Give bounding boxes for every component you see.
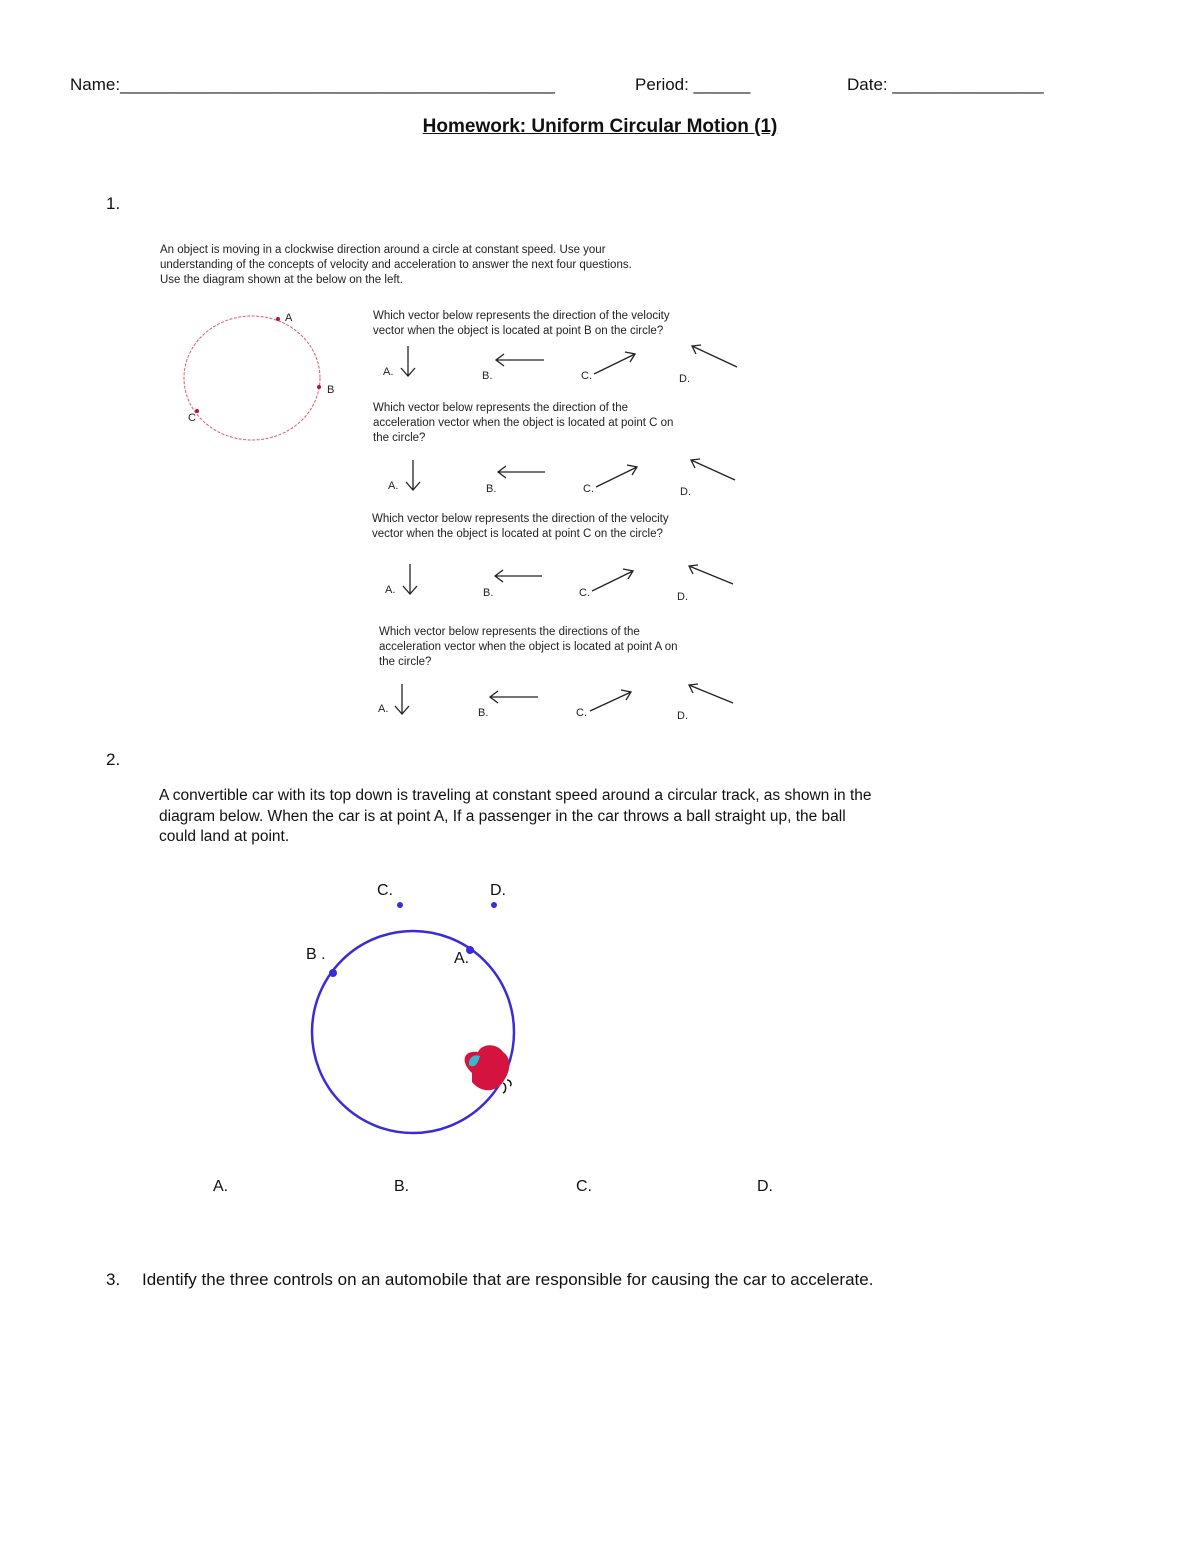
q1-part2-choice-a: A. xyxy=(388,480,399,492)
q1-part2-choice-d: D. xyxy=(680,486,691,498)
arrow-up-right-icon xyxy=(596,465,637,487)
q2-track-diagram xyxy=(300,880,540,1150)
q1-circle xyxy=(184,316,320,440)
q1-point-a-label: A xyxy=(285,312,293,324)
q2-answer-c[interactable]: C. xyxy=(576,1178,592,1195)
arrow-down-icon xyxy=(401,346,415,376)
name-field-label: Name:______________________________________________ xyxy=(70,75,555,94)
question-2-number: 2. xyxy=(106,750,121,769)
arrow-up-right-icon xyxy=(594,352,635,374)
q1-intro-line-2: understanding of the concepts of velocity and acceleration to answer the next four questions. xyxy=(160,259,632,271)
q1-circle-diagram xyxy=(180,310,340,450)
q1-part3-line-1: Which vector below represents the direction of the velocity xyxy=(372,513,669,525)
arrow-down-icon xyxy=(395,684,409,714)
q1-part2-question xyxy=(373,401,673,446)
q2-answer-a[interactable]: A. xyxy=(213,1178,229,1195)
q1-part1-vectors xyxy=(380,340,780,390)
q1-part2-line-2: acceleration vector when the object is located at point C on xyxy=(373,417,674,429)
date-field-label: Date: ________________ xyxy=(847,75,1044,94)
q1-part1-choice-d: D. xyxy=(679,373,690,385)
q1-intro-line-1: An object is moving in a clockwise direction around a circle at constant speed. Use your xyxy=(160,244,606,256)
q1-part1-choice-c: C. xyxy=(581,370,592,382)
arrow-down-icon xyxy=(406,460,420,490)
q1-part3-choice-c: C. xyxy=(579,587,590,599)
question-2-text: A convertible car with its top down is traveling at constant speed around a circular track, as shown in the diagram below. When the car is at point A, If a passenger in the car throws a ball straight up, the ball could land at point. xyxy=(159,787,872,845)
q1-part4-choice-b: B. xyxy=(478,707,489,719)
q1-part4-line-2: acceleration vector when the object is located at point A on xyxy=(379,641,678,653)
question-3-number: 3. xyxy=(106,1270,121,1289)
q1-part3-choice-b: B. xyxy=(483,587,494,599)
arrow-up-left-icon xyxy=(689,684,733,703)
q1-part1-line-1: Which vector below represents the direction of the velocity xyxy=(373,310,670,322)
question-3-text: Identify the three controls on an automobile that are responsible for causing the car to accelerate. xyxy=(142,1270,874,1289)
q2-point-a-label: A. xyxy=(454,950,470,967)
arrow-left-icon xyxy=(490,691,538,703)
arrow-left-icon xyxy=(495,570,542,582)
q1-part3-vectors xyxy=(380,558,780,608)
q2-point-b-label: B . xyxy=(306,946,326,963)
q1-part3-choice-a: A. xyxy=(385,584,396,596)
q1-part3-line-2: vector when the object is located at point C on the circle? xyxy=(372,528,663,540)
arrow-down-icon xyxy=(403,564,417,594)
q1-part4-choice-d: D. xyxy=(677,710,688,722)
q2-point-d-dot xyxy=(491,902,497,908)
q1-part1-choice-b: B. xyxy=(482,370,493,382)
q1-part1-choice-a: A. xyxy=(383,366,394,378)
arrow-up-right-icon xyxy=(592,569,633,591)
q1-part4-choice-a: A. xyxy=(378,703,389,715)
q1-part2-line-1: Which vector below represents the direction of the xyxy=(373,402,629,414)
arrow-left-icon xyxy=(496,354,544,366)
q1-part2-line-3: the circle? xyxy=(373,432,426,444)
q1-point-a-dot xyxy=(276,317,280,321)
page-title: Homework: Uniform Circular Motion (1) xyxy=(422,116,778,137)
q1-part2-choice-b: B. xyxy=(486,483,497,495)
q1-part2-choice-c: C. xyxy=(583,483,594,495)
q1-intro xyxy=(160,243,632,288)
q1-point-b-label: B xyxy=(327,384,335,396)
q1-part4-line-1: Which vector below represents the directions of the xyxy=(379,626,640,638)
q2-point-c-dot xyxy=(397,902,403,908)
q1-part4-vectors xyxy=(380,678,780,728)
q2-answer-d[interactable]: D. xyxy=(757,1178,773,1195)
arrow-up-left-icon xyxy=(692,345,737,367)
q1-part1-question xyxy=(373,309,670,339)
q2-circular-track xyxy=(312,931,514,1133)
q1-point-b-dot xyxy=(317,385,321,389)
q1-part4-choice-c: C. xyxy=(576,707,587,719)
arrow-up-right-icon xyxy=(590,690,631,711)
q1-part1-line-2: vector when the object is located at point B on the circle? xyxy=(373,325,664,337)
question-1-number: 1. xyxy=(106,194,121,213)
car-icon xyxy=(465,1045,511,1093)
q1-point-c-label: C xyxy=(188,412,196,424)
q1-part3-question xyxy=(372,512,669,542)
q1-part4-line-3: the circle? xyxy=(379,656,432,668)
q2-point-c-label: C. xyxy=(377,882,393,899)
arrow-up-left-icon xyxy=(691,459,735,480)
arrow-left-icon xyxy=(498,466,545,478)
q2-point-d-label: D. xyxy=(490,882,506,899)
q2-point-b-dot xyxy=(329,969,337,977)
q2-answer-b[interactable]: B. xyxy=(394,1178,410,1195)
arrow-up-left-icon xyxy=(689,565,733,584)
period-field-label: Period: ______ xyxy=(635,75,751,94)
q1-part3-choice-d: D. xyxy=(677,591,688,603)
q1-part2-vectors xyxy=(380,454,780,504)
q1-part4-question xyxy=(379,625,678,670)
q1-intro-line-3: Use the diagram shown at the below on the left. xyxy=(160,274,403,286)
